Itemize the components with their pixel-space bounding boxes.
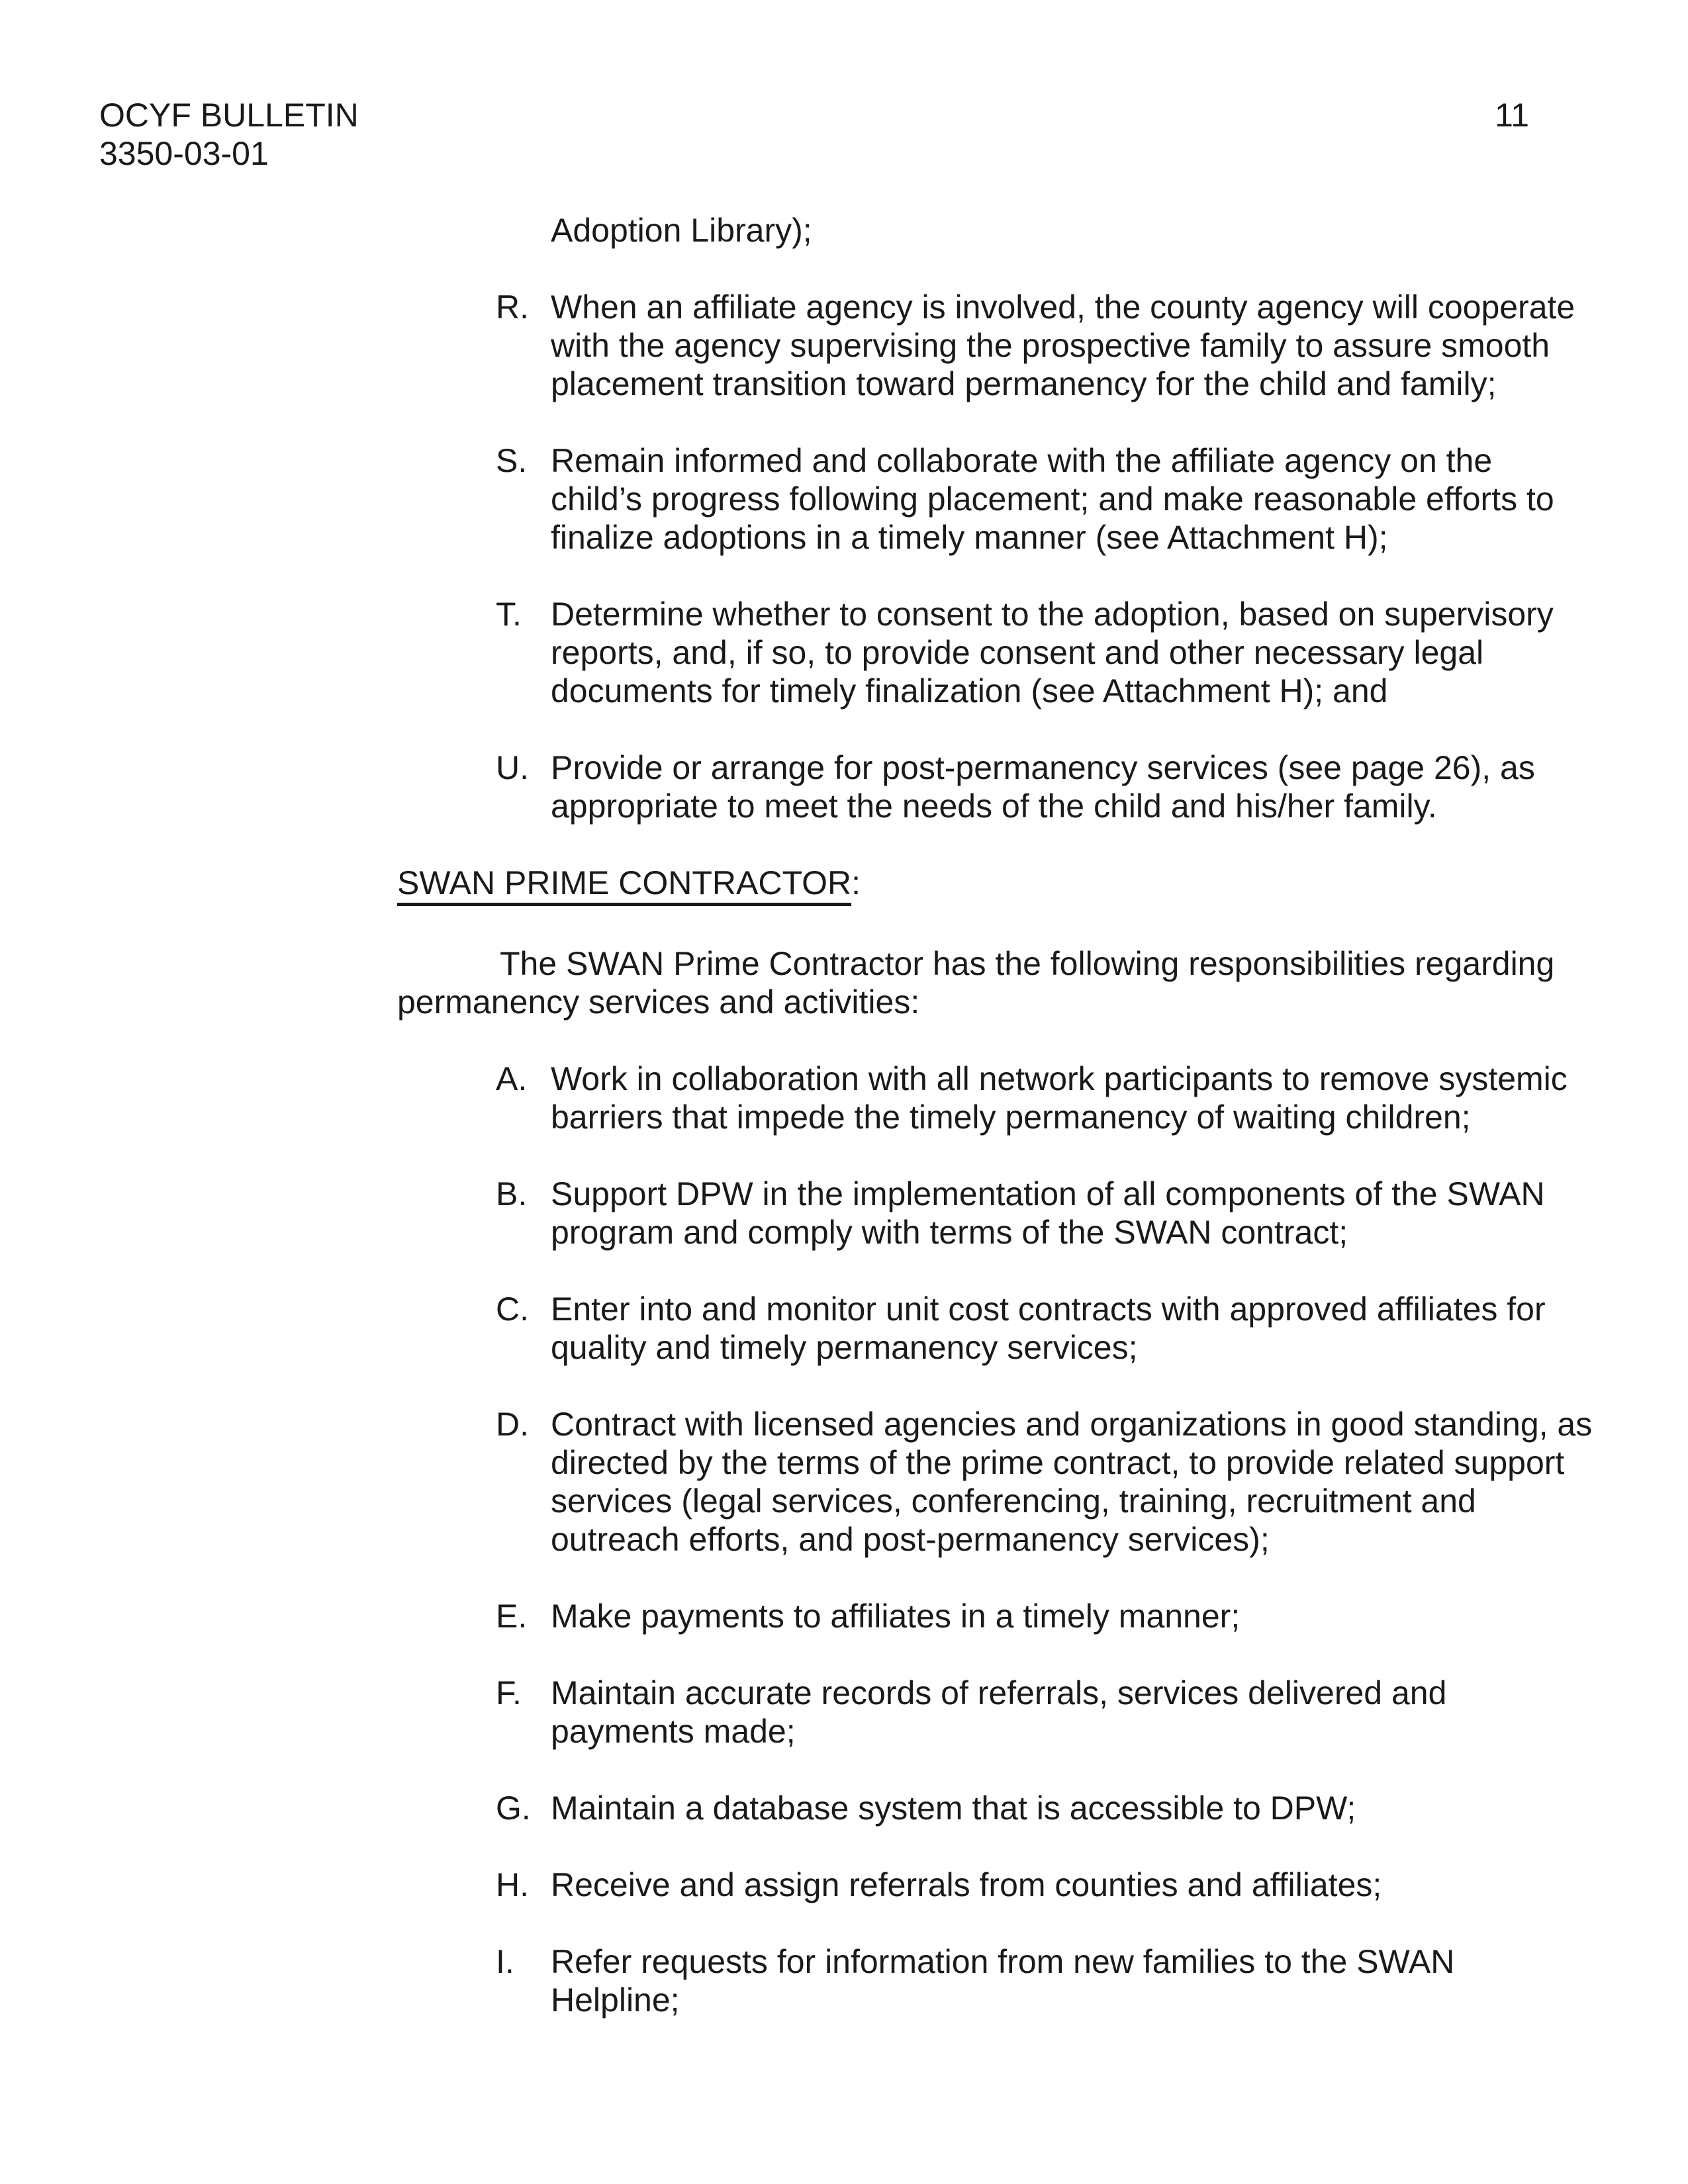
list-item-F [496, 1674, 1688, 1751]
bulletin-number: 3350-03-01 [99, 135, 269, 172]
item-text [551, 1674, 1446, 1751]
list-item-U [496, 749, 1688, 825]
item-text [551, 1405, 1592, 1559]
item-letter: H. [496, 1866, 529, 1903]
item-letter: S. [496, 442, 528, 479]
item-text [551, 1942, 1454, 2019]
item-text [551, 288, 1575, 403]
page-header [0, 96, 1688, 173]
section-heading [397, 864, 1688, 906]
item-text [551, 1866, 1382, 1904]
item-line: Enter into and monitor unit cost contracts with approved affiliates for [551, 1291, 1546, 1328]
item-line: finalize adoptions in a timely manner (see Attachment H); [551, 519, 1388, 556]
item-line: Make payments to affiliates in a timely manner; [551, 1598, 1241, 1635]
item-line: Remain informed and collaborate with the affiliate agency on the [551, 442, 1493, 479]
item-text [551, 595, 1554, 710]
item-letter: E. [496, 1598, 528, 1635]
item-line: Contract with licensed agencies and organizations in good standing, as [551, 1406, 1593, 1443]
item-line: payments made; [551, 1713, 796, 1750]
item-letter: B. [496, 1175, 528, 1212]
item-line: Support DPW in the implementation of all components of the SWAN [551, 1175, 1545, 1212]
item-letter: C. [496, 1291, 529, 1328]
item-text [551, 749, 1535, 825]
list-item-B [496, 1175, 1688, 1251]
intro-line: permanency services and activities: [397, 983, 920, 1021]
item-letter: F. [496, 1674, 522, 1711]
item-letter: I. [496, 1943, 514, 1980]
list-item-D [496, 1405, 1688, 1559]
list-item-E [496, 1597, 1688, 1635]
item-line: When an affiliate agency is involved, the county agency will cooperate [551, 289, 1575, 326]
continuation-line: Adoption Library); [551, 212, 812, 249]
item-line: documents for timely finalization (see Attachment H); and [551, 672, 1388, 709]
item-line: appropriate to meet the needs of the child and his/her family. [551, 788, 1437, 825]
item-letter: A. [496, 1060, 528, 1097]
section-heading-punctuation: : [851, 864, 861, 901]
item-line: reports, and, if so, to provide consent and other necessary legal [551, 634, 1484, 671]
intro-line: The SWAN Prime Contractor has the following responsibilities regarding [500, 945, 1555, 982]
list-item-T [496, 595, 1688, 710]
item-line: Receive and assign referrals from counties and affiliates; [551, 1866, 1382, 1903]
item-letter: G. [496, 1790, 531, 1827]
item-text [551, 1060, 1568, 1136]
item-line: Provide or arrange for post-permanency services (see page 26), as [551, 749, 1535, 786]
list-item-R [496, 288, 1688, 403]
section-heading-text: SWAN PRIME CONTRACTOR [397, 864, 851, 906]
list-item-C [496, 1290, 1688, 1367]
bulletin-title: OCYF BULLETIN [99, 97, 359, 134]
item-text [551, 1789, 1356, 1827]
page-number: 11 [1495, 97, 1529, 134]
item-line: Refer requests for information from new families to the SWAN [551, 1943, 1455, 1980]
item-line: child’s progress following placement; and make reasonable efforts to [551, 480, 1554, 518]
item-line: barriers that impede the timely permanency of waiting children; [551, 1099, 1471, 1136]
item-letter: R. [496, 289, 529, 326]
item-line: Maintain accurate records of referrals, services delivered and [551, 1674, 1447, 1711]
list-item-I [496, 1942, 1688, 2019]
item-text [551, 1290, 1546, 1367]
header-left [99, 96, 359, 173]
item-line: with the agency supervising the prospective family to assure smooth [551, 327, 1550, 364]
item-letter: T. [496, 596, 522, 633]
item-line: Determine whether to consent to the adoption, based on supervisory [551, 596, 1554, 633]
item-line: directed by the terms of the prime contract, to provide related support [551, 1444, 1565, 1481]
item-line: quality and timely permanency services; [551, 1329, 1138, 1366]
item-letter: U. [496, 749, 529, 786]
item-line: outreach efforts, and post-permanency services); [551, 1521, 1270, 1558]
item-line: services (legal services, conferencing, training, recruitment and [551, 1482, 1476, 1520]
list-item-G [496, 1789, 1688, 1827]
list-item-H [496, 1866, 1688, 1904]
intro-paragraph [397, 944, 1688, 1021]
item-line: Helpline; [551, 1981, 680, 2019]
list-item-A [496, 1060, 1688, 1136]
list-item-S [496, 441, 1688, 557]
item-text [551, 441, 1554, 557]
item-text [551, 1175, 1545, 1251]
item-letter: D. [496, 1406, 529, 1443]
item-line: Work in collaboration with all network participants to remove systemic [551, 1060, 1568, 1097]
item-line: program and comply with terms of the SWAN contract; [551, 1214, 1348, 1251]
item-line: placement transition toward permanency for the child and family; [551, 365, 1497, 402]
item-text [551, 1597, 1240, 1635]
item-line: Maintain a database system that is accessible to DPW; [551, 1790, 1356, 1827]
